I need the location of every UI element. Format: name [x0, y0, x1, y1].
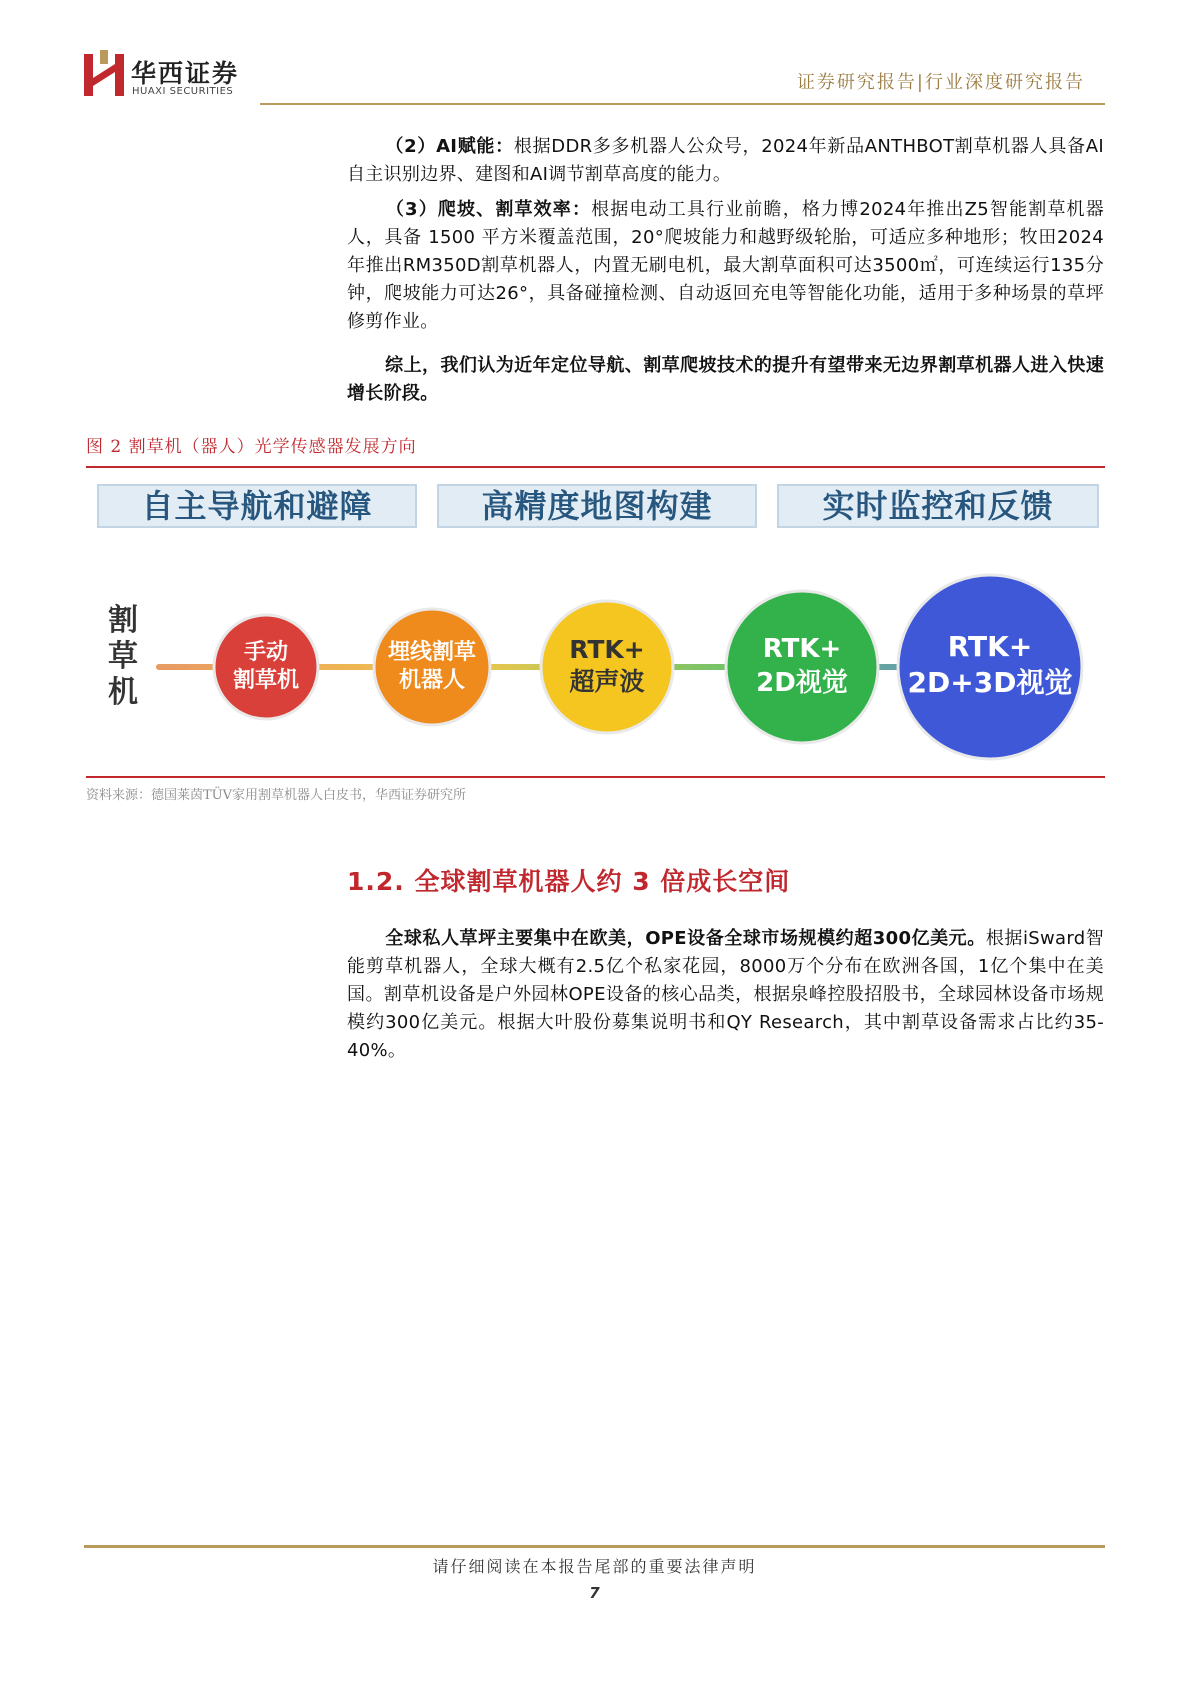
- logo-chinese-name: 华西证券: [131, 59, 240, 88]
- page-number: 7: [589, 1584, 600, 1602]
- band-navigation: 自主导航和避障: [97, 484, 417, 528]
- paragraph-summary-text: 综上，我们认为近年定位导航、割草爬坡技术的提升有望带来无边界割草机器人进入快速增长阶段。: [347, 355, 1104, 404]
- figure-top-rule: [86, 466, 1105, 468]
- stage-rtk-2d3d-vision: [898, 575, 1082, 759]
- band-mapping: 高精度地图构建: [437, 484, 757, 528]
- stage-label-line1: RTK+: [569, 635, 645, 664]
- stage-label-line2: 2D+3D视觉: [907, 666, 1073, 699]
- stage-label-line1: 埋线割草: [387, 640, 477, 665]
- paragraph-ai: [347, 133, 1104, 189]
- stage-rtk-2d-vision: [726, 591, 878, 743]
- paragraph-market-lead: 全球私人草坪主要集中在欧美，OPE设备全球市场规模约超300亿美元。: [385, 928, 986, 949]
- stage-wired-robot: [374, 609, 490, 725]
- figure-source: 资料来源：德国莱茵TÜV家用割草机器人白皮书，华西证券研究所: [86, 788, 467, 803]
- side-label-char-2: 草: [108, 639, 138, 674]
- header-divider: [260, 103, 1105, 105]
- report-type: 证券研究报告|行业深度研究报告: [796, 72, 1085, 93]
- paragraph-climbing-text: 根据电动工具行业前瞻，格力博2024年推出Z5智能割草机器人，具备 1500 平方米覆盖范围，20°爬坡能力和越野级轮胎，可适应多种地形；牧田2024年推出RM350D割草机器人，内置无刷电机，最大割草面积可达3500㎡，可连续运行135分钟，爬坡能力可达26°，具备碰撞检测、自动返回充电等智能化功能，适用于多种场景的草坪修剪作业。: [347, 199, 1104, 332]
- figure-bottom-rule: [86, 776, 1105, 778]
- section-heading: 1.2. 全球割草机器人约 3 倍成长空间: [347, 867, 791, 896]
- footer-divider: [84, 1545, 1105, 1548]
- stage-label-line1: 手动: [243, 640, 289, 665]
- legal-notice: 请仔细阅读在本报告尾部的重要法律声明: [432, 1557, 757, 1576]
- stage-label-line1: RTK+: [762, 634, 842, 664]
- figure-title: 图 2 割草机（器人）光学传感器发展方向: [86, 437, 417, 457]
- stage-label-line2: 割草机: [232, 668, 300, 693]
- paragraph-market-text: 根据iSward智能剪草机器人，全球大概有2.5亿个私家花园，8000万个分布在欧洲各国，1亿个集中在美国。割草机设备是户外园林OPE设备的核心品类，根据泉峰控股招股书，全球园林设备市场规模约300亿美元。根据大叶股份募集说明书和QY Research，其中割草设备需求占比约35-40%。: [347, 928, 1104, 1061]
- side-label-char-3: 机: [108, 675, 138, 710]
- logo-english-name: HUAXI SECURITIES: [132, 86, 234, 97]
- band-monitoring: 实时监控和反馈: [777, 484, 1099, 528]
- paragraph-market: [347, 925, 1104, 1065]
- stage-circle: [726, 591, 878, 743]
- stage-manual-mower: [214, 615, 318, 719]
- stage-label-line2: 机器人: [398, 668, 466, 693]
- stage-rtk-ultrasonic: [541, 601, 673, 733]
- paragraph-summary: [347, 352, 1104, 408]
- paragraph-climbing-lead: （3）爬坡、割草效率：: [385, 199, 592, 220]
- paragraph-ai-text: 根据DDR多多机器人公众号，2024年新品ANTHBOT割草机器人具备AI自主识别边界、建图和AI调节割草高度的能力。: [347, 136, 1104, 185]
- stage-label-line2: 2D视觉: [756, 668, 848, 698]
- side-label-char-1: 割: [108, 603, 138, 638]
- paragraph-climbing: [347, 196, 1104, 336]
- stage-circle: [374, 609, 490, 725]
- paragraph-ai-lead: （2）AI赋能：: [385, 136, 514, 157]
- huaxi-logo-icon: [84, 50, 124, 96]
- stage-circle: [214, 615, 318, 719]
- stage-label-line2: 超声波: [569, 667, 645, 696]
- evolution-diagram: [86, 560, 1105, 770]
- stage-label-line1: RTK+: [947, 630, 1033, 663]
